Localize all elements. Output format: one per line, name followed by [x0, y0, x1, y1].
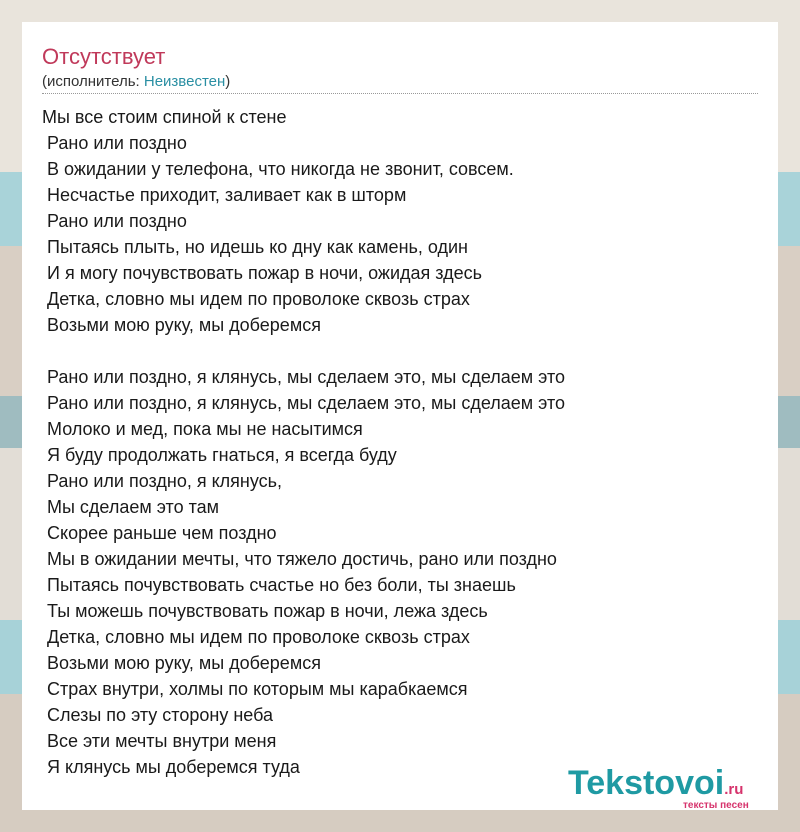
lyrics-body — [42, 104, 758, 780]
lyric-line: Я клянусь мы доберемся туда — [42, 757, 300, 777]
artist-line — [42, 73, 230, 90]
lyric-line — [42, 338, 758, 364]
lyric-line: Возьми мою руку, мы доберемся — [42, 653, 321, 673]
artist-link[interactable]: Неизвестен — [143, 73, 226, 90]
lyric-line: Рано или поздно — [42, 133, 187, 153]
lyric-line: Мы сделаем это там — [42, 497, 220, 517]
lyric-line: И я могу почувствовать пожар в ночи, ожидая здесь — [42, 263, 483, 283]
lyric-line: Несчастье приходит, заливает как в шторм — [42, 185, 407, 205]
lyric-line: Возьми мою руку, мы доберемся — [42, 315, 321, 335]
lyrics-card — [22, 22, 778, 810]
lyric-line: В ожидании у телефона, что никогда не звонит, совсем. — [42, 159, 514, 179]
artist-suffix: ) — [225, 73, 231, 90]
lyric-line: Детка, словно мы идем по проволоке сквозь страх — [42, 627, 470, 647]
divider — [42, 93, 758, 94]
lyric-line: Пытаясь почувствовать счастье но без боли, ты знаешь — [42, 575, 516, 595]
lyric-line: Детка, словно мы идем по проволоке сквозь страх — [42, 289, 470, 309]
lyric-line: Слезы по эту сторону неба — [42, 705, 273, 725]
song-title: Отсутствует — [42, 44, 166, 69]
lyric-line: Я буду продолжать гнаться, я всегда буду — [42, 445, 397, 465]
logo-tagline: тексты песен — [683, 800, 749, 811]
logo-wordmark: Tekstovoi — [568, 764, 725, 802]
logo-tld: .ru — [724, 781, 744, 798]
lyric-line: Мы в ожидании мечты, что тяжело достичь, рано или поздно — [42, 549, 557, 569]
lyric-line: Скорее раньше чем поздно — [42, 523, 277, 543]
lyric-line: Пытаясь плыть, но идешь ко дну как камень, один — [42, 237, 468, 257]
lyric-line: Рано или поздно, я клянусь, — [42, 471, 283, 491]
lyric-line: Ты можешь почувствовать пожар в ночи, лежа здесь — [42, 601, 488, 621]
lyric-line: Мы все стоим спиной к стене — [42, 107, 287, 127]
artist-prefix: (исполнитель: — [42, 73, 144, 90]
lyric-line: Рано или поздно, я клянусь, мы сделаем это, мы сделаем это — [42, 367, 565, 387]
lyric-line: Молоко и мед, пока мы не насытимся — [42, 419, 363, 439]
lyric-line: Рано или поздно, я клянусь, мы сделаем это, мы сделаем это — [42, 393, 565, 413]
lyric-line: Все эти мечты внутри меня — [42, 731, 277, 751]
site-logo[interactable] — [568, 764, 749, 811]
lyric-line: Рано или поздно — [42, 211, 187, 231]
lyric-line: Страх внутри, холмы по которым мы карабкаемся — [42, 679, 468, 699]
